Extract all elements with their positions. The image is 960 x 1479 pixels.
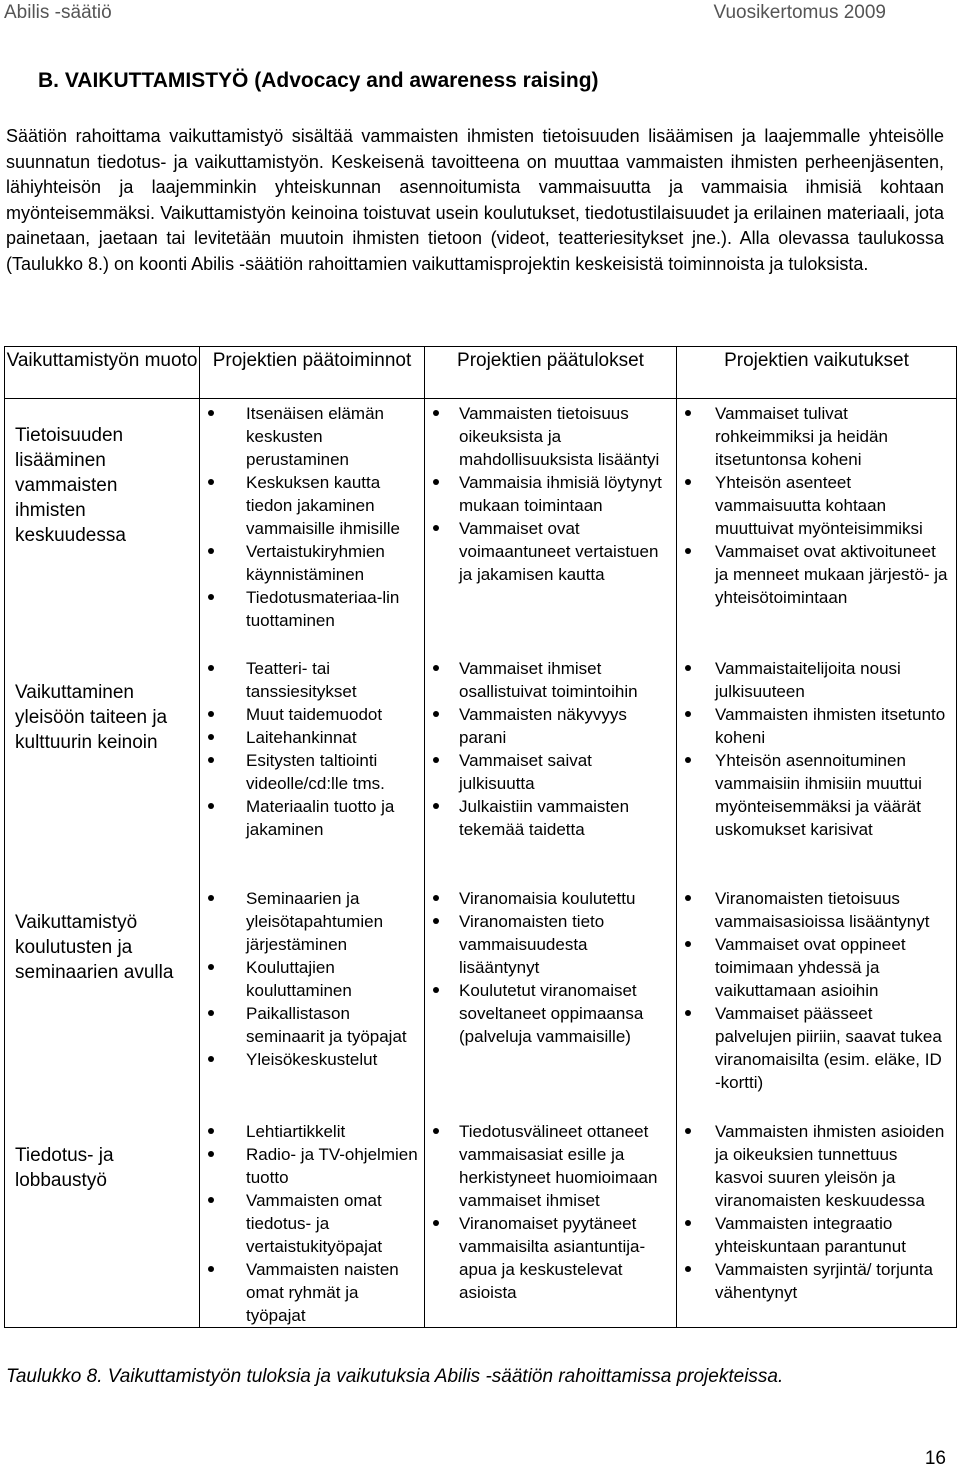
list-item: Vammaiset ihmiset osallistuivat toimintoihin: [425, 657, 670, 703]
list-item: Vammaisten näkyvyys parani: [425, 703, 670, 749]
cell-results: [425, 1117, 677, 1328]
bullet-list: [200, 1120, 418, 1327]
bullet-list: [677, 887, 950, 1094]
list-item: Viranomaiset pyytäneet vammaisilta asiantuntija-apua ja keskustelevat asioista: [425, 1212, 670, 1304]
bullet-list: [425, 887, 670, 1048]
header-report-title: Vuosikertomus 2009: [713, 2, 886, 23]
list-item: Vammaisten integraatio yhteiskuntaan parantunut: [677, 1212, 950, 1258]
list-item: Koulutetut viranomaiset soveltaneet oppimaansa (palveluja vammaisille): [425, 979, 670, 1048]
cell-activities: [200, 399, 425, 654]
cell-form: Vaikuttamistyö koulutusten ja seminaarien avulla: [5, 884, 200, 1117]
bullet-list: [200, 402, 418, 632]
list-item: Kouluttajien kouluttaminen: [200, 956, 418, 1002]
cell-form: Tiedotus- ja lobbaustyö: [5, 1117, 200, 1328]
list-item: Lehtiartikkelit: [200, 1120, 418, 1143]
list-item: Vammaisia ihmisiä löytynyt mukaan toimintaan: [425, 471, 670, 517]
advocacy-table: [4, 346, 957, 1328]
header-form: Vaikuttamistyön muoto: [5, 347, 200, 399]
bullet-list: [425, 402, 670, 586]
page-number: 16: [924, 1448, 946, 1469]
header-results: Projektien päätulokset: [425, 347, 677, 399]
cell-activities: [200, 1117, 425, 1328]
section-title: B. VAIKUTTAMISTYÖ (Advocacy and awareness raising): [38, 69, 599, 92]
list-item: Julkaistiin vammaisten tekemää taidetta: [425, 795, 670, 841]
list-item: Muut taidemuodot: [200, 703, 418, 726]
list-item: Viranomaisten tieto vammaisuudesta lisääntynyt: [425, 910, 670, 979]
list-item: Materiaalin tuotto ja jakaminen: [200, 795, 418, 841]
cell-activities: [200, 884, 425, 1117]
list-item: Viranomaisia koulutettu: [425, 887, 670, 910]
list-item: Paikallistason seminaarit ja työpajat: [200, 1002, 418, 1048]
list-item: Tiedotusvälineet ottaneet vammaisasiat esille ja herkistyneet huomioimaan vammaiset ihmiset: [425, 1120, 670, 1212]
header-impacts: Projektien vaikutukset: [677, 347, 957, 399]
bullet-list: [425, 1120, 670, 1304]
list-item: Esitysten taltiointi videolle/cd:lle tms.: [200, 749, 418, 795]
list-item: Keskuksen kautta tiedon jakaminen vammaisille ihmisille: [200, 471, 418, 540]
list-item: Itsenäisen elämän keskusten perustaminen: [200, 402, 418, 471]
list-item: Vammaisten ihmisten asioiden ja oikeuksien tunnettuus kasvoi suuren yleisön ja viranomaisten keskuudessa: [677, 1120, 950, 1212]
list-item: Vammaisten ihmisten itsetunto koheni: [677, 703, 950, 749]
table-body: [5, 399, 957, 1328]
list-item: Viranomaisten tietoisuus vammaisasioissa lisääntynyt: [677, 887, 950, 933]
table-row: [5, 399, 957, 654]
list-item: Vammaisten omat tiedotus- ja vertaistukityöpajat: [200, 1189, 418, 1258]
list-item: Vammaiset saivat julkisuutta: [425, 749, 670, 795]
table-row: [5, 884, 957, 1117]
list-item: Vammaistaitelijoita nousi julkisuuteen: [677, 657, 950, 703]
cell-form: Vaikuttaminen yleisöön taiteen ja kulttuurin keinoin: [5, 654, 200, 884]
list-item: Vammaiset tulivat rohkeimmiksi ja heidän itsetuntonsa koheni: [677, 402, 950, 471]
bullet-list: [677, 402, 950, 609]
list-item: Tiedotusmateriaa-lin tuottaminen: [200, 586, 418, 632]
header-activities: Projektien päätoiminnot: [200, 347, 425, 399]
cell-form: Tietoisuuden lisääminen vammaisten ihmisten keskuudessa: [5, 399, 200, 654]
list-item: Vammaiset ovat aktivoituneet ja menneet mukaan järjestö- ja yhteisötoimintaan: [677, 540, 950, 609]
list-item: Teatteri- tai tanssiesitykset: [200, 657, 418, 703]
list-item: Vertaistukiryhmien käynnistäminen: [200, 540, 418, 586]
list-item: Vammaisten naisten omat ryhmät ja työpajat: [200, 1258, 418, 1327]
list-item: Yhteisön asenteet vammaisuutta kohtaan muuttuivat myönteisimmiksi: [677, 471, 950, 540]
table-caption: Taulukko 8. Vaikuttamistyön tuloksia ja vaikutuksia Abilis -säätiön rahoittamissa projekteissa.: [6, 1366, 784, 1387]
cell-impacts: [677, 399, 957, 654]
cell-impacts: [677, 884, 957, 1117]
list-item: Radio- ja TV-ohjelmien tuotto: [200, 1143, 418, 1189]
table-row: [5, 654, 957, 884]
table-row: [5, 1117, 957, 1328]
list-item: Seminaarien ja yleisötapahtumien järjestäminen: [200, 887, 418, 956]
bullet-list: [677, 1120, 950, 1304]
list-item: Vammaiset ovat voimaantuneet vertaistuen ja jakamisen kautta: [425, 517, 670, 586]
list-item: Yhteisön asennoituminen vammaisiin ihmisiin muuttui myönteisemmäksi ja väärät uskomukset karisivat: [677, 749, 950, 841]
list-item: Vammaiset ovat oppineet toimimaan yhdessä ja vaikuttamaan asioihin: [677, 933, 950, 1002]
cell-results: [425, 884, 677, 1117]
list-item: Vammaisten tietoisuus oikeuksista ja mahdollisuuksista lisääntyi: [425, 402, 670, 471]
list-item: Yleisökeskustelut: [200, 1048, 418, 1071]
list-item: Laitehankinnat: [200, 726, 418, 749]
cell-activities: [200, 654, 425, 884]
bullet-list: [200, 887, 418, 1071]
cell-impacts: [677, 654, 957, 884]
intro-paragraph: Säätiön rahoittama vaikuttamistyö sisältää vammaisten ihmisten tietoisuuden lisäämisen ja laajemmalle yhteisölle suunnatun tiedotus- ja vaikuttamistyön. Keskeisenä tavoitteena on muuttaa vammaisten ihmisten perheenjäsenten, lähiyhteisön ja laajemminkin yhteiskunnan asennoitumista vammaisuutta ja vammaisia ihmisiä kohtaan myönteisemmäksi. Vaikuttamistyön keinoina toistuvat usein koulutukset, tiedotustilaisuudet ja erilainen materiaali, jota painetaan, jaetaan tai levitetään muutoin ihmisten tietoon (videot, teatteriesitykset jne.). Alla olevassa taulukossa (Taulukko 8.) on koonti Abilis -säätiön rahoittamien vaikuttamisprojektin keskeisistä toiminnoista ja tuloksista.: [6, 126, 944, 274]
list-item: Vammaisten syrjintä/ torjunta vähentynyt: [677, 1258, 950, 1304]
bullet-list: [677, 657, 950, 841]
list-item: Vammaiset päässeet palvelujen piiriin, saavat tukea viranomaisilta (esim. eläke, ID -kortti): [677, 1002, 950, 1094]
bullet-list: [425, 657, 670, 841]
bullet-list: [200, 657, 418, 841]
cell-impacts: [677, 1117, 957, 1328]
table-header-row: [5, 347, 957, 399]
header-organization: Abilis -säätiö: [4, 2, 112, 23]
cell-results: [425, 654, 677, 884]
cell-results: [425, 399, 677, 654]
